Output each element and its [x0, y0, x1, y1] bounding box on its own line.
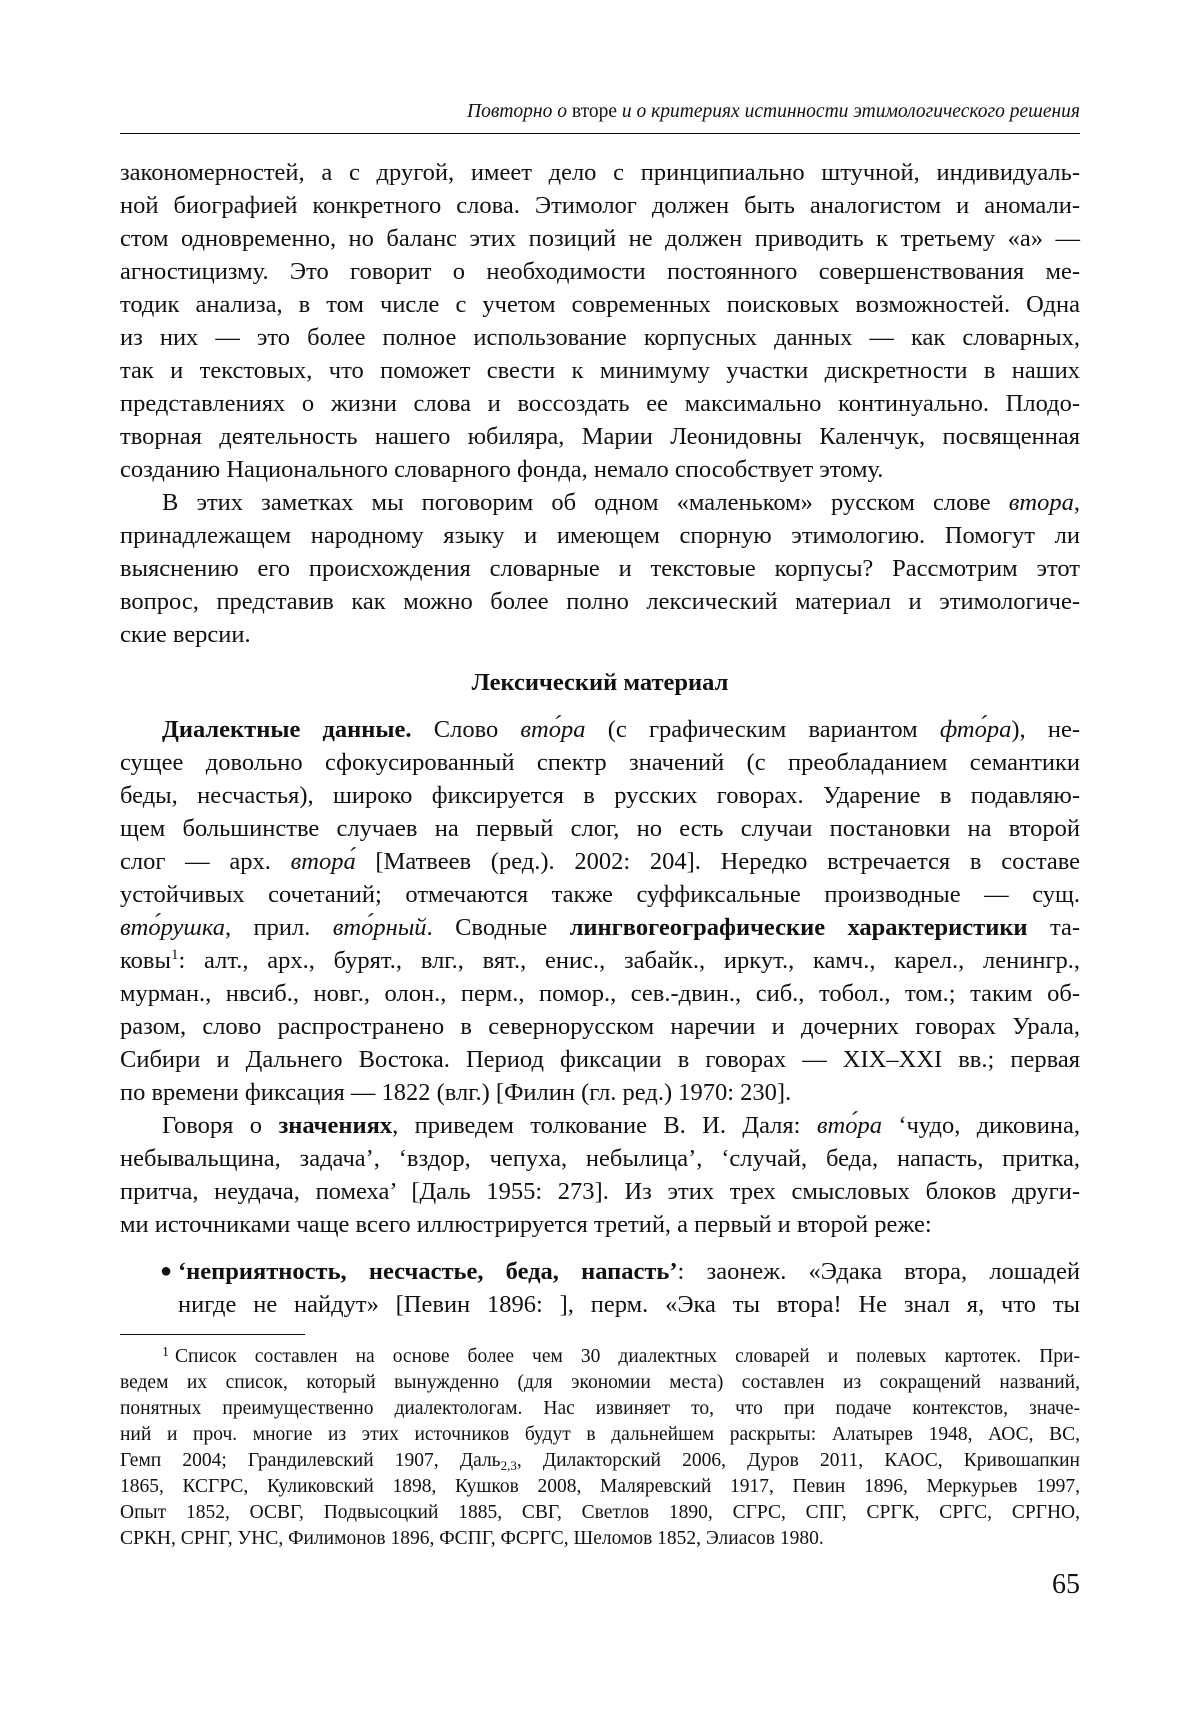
text-line: беды, несчастья), широко фиксируется в русских говорах. Ударение в подавляю-: [120, 782, 1080, 809]
text-line: разом, слово распространено в севернорусском наречии и дочерних говорах Урала,: [120, 1013, 1080, 1040]
footnote-line: понятных преимущественно диалектологам. Нас извиняет то, что при подаче контекстов, значе-: [120, 1398, 1080, 1419]
text-line: Сибири и Дальнего Востока. Период фиксации в говорах — XIX–XXI вв.; первая: [120, 1046, 1080, 1073]
footnote-line: 1865, КСГРС, Куликовский 1898, Кушков 2008, Маляревский 1917, Певин 1896, Меркурьев 1997,: [120, 1476, 1080, 1497]
text-line: нигде не найдут» [Певин 1896: ], перм. «Эка ты втора! Не знал я, что ты: [178, 1291, 1080, 1318]
text-line: мурман., нвсиб., новг., олон., перм., помор., сев.-двин., сиб., тобол., том.; таким об-: [120, 980, 1080, 1007]
footnote-line: $^1$ Список составлен на основе более чем 30 диалектных словарей и полевых картотек. При-: [162, 1345, 1080, 1367]
headword-italic: втора: [1008, 489, 1074, 516]
text-line: притча, неудача, помеха’ [Даль 1955: 273]. Из этих трех смысловых блоков други-: [120, 1178, 1080, 1205]
text-line: Диалектные данные. Слово вто́ра (с графическим вариантом фто́ра), не-: [162, 716, 1080, 743]
paragraph-2: [120, 486, 1080, 651]
text-line: созданию Национального словарного фонда, немало способствует этому.: [120, 456, 884, 483]
running-head-upright-word: вторе: [571, 101, 617, 122]
running-head: [120, 100, 1080, 124]
text-line: ковы$^1$: алт., арх., бурят., влг., вят., енис., забайк., иркут., камч., карел., ленингр.,: [120, 947, 1080, 974]
text-line: В этих заметках мы поговорим об одном «маленьком» русском слове втора,: [162, 489, 1080, 516]
page-number: 65: [1052, 1569, 1080, 1600]
text-line: закономерностей, а с другой, имеет дело с принципиально штучной, индивидуаль-: [120, 159, 1080, 186]
running-head-part: и о критериях истинности этимологического решения: [617, 101, 1080, 122]
paragraph-4: [120, 1109, 1080, 1241]
text-line: так и текстовых, что поможет свести к минимуму участки дискретности в наших: [120, 357, 1080, 384]
bullet-list-item: [120, 1255, 1080, 1321]
running-head-part: Повторно о: [467, 101, 572, 122]
footnote-mark: 1: [162, 1345, 169, 1360]
text-line: тодик анализа, в том числе с учетом современных поисковых возможностей. Одна: [120, 291, 1080, 318]
footnote-line: Опыт 1852, ОСВГ, Подвысоцкий 1885, СВГ, Светлов 1890, СГРС, СПГ, СРГК, СРГС, СРГНО,: [120, 1502, 1080, 1523]
footnote-line: СРКН, СРНГ, УНС, Филимонов 1896, ФСПГ, ФСРГС, Шеломов 1852, Элиасов 1980.: [120, 1528, 824, 1549]
text-line: слог — арх. втора́ [Матвеев (ред.). 2002: 204]. Нередко встречается в составе: [120, 848, 1080, 875]
text-line: творная деятельность нашего юбиляра, Марии Леонидовны Каленчук, посвященная: [120, 423, 1080, 450]
text-line: щем большинстве случаев на первый слог, но есть случаи постановки на второй: [120, 815, 1080, 842]
text-line: ми источниками чаще всего иллюстрируется третий, а первый и второй реже:: [120, 1211, 932, 1238]
text-line: вопрос, представив как можно более полно лексический материал и этимологиче-: [120, 588, 1080, 615]
footnote-line: ний и проч. многие из этих источников будут в дальнейшем раскрыты: Алатырев 1948, АОС, ВС,: [120, 1424, 1080, 1445]
main-text: [120, 156, 1080, 1321]
footnote-reference[interactable]: 1: [170, 947, 179, 963]
section-heading: Лексический материал: [471, 669, 729, 696]
text-line: из них — это более полное использование корпусных данных — как словарных,: [120, 324, 1080, 351]
header-rule: [120, 133, 1080, 134]
text-line: агностицизму. Это говорит о необходимости постоянного совершенствования ме-: [120, 258, 1080, 285]
text-line: ной биографией конкретного слова. Этимолог должен быть аналогистом и аномали-: [120, 192, 1080, 219]
footnote-rule: [120, 1334, 305, 1335]
text-line: вто́рушка, прил. вто́рный. Сводные лингвогеографические характеристики та-: [120, 914, 1080, 941]
bullet-icon: ●: [160, 1260, 173, 1282]
text-line: представлениях о жизни слова и воссоздать ее максимально континуально. Плодо-: [120, 390, 1080, 417]
text-line: небывальщина, задача’, ‘вздор, чепуха, небылица’, ‘случай, беда, напасть, притка,: [120, 1145, 1080, 1172]
text-line: ‘неприятность, несчастье, беда, напасть’: заонеж. «Эдака втора, лошадей: [178, 1258, 1080, 1285]
paragraph-3: [120, 713, 1080, 1109]
text-line: Говоря о значениях, приведем толкование В. И. Даля: вто́ра ‘чудо, диковина,: [162, 1112, 1080, 1139]
text-line: сущее довольно сфокусированный спектр значений (с преобладанием семантики: [120, 749, 1080, 776]
text-line: выяснению его происхождения словарные и текстовые корпусы? Рассмотрим этот: [120, 555, 1080, 582]
footnote: [120, 1344, 1080, 1552]
paragraph-1: [120, 156, 1080, 486]
text-line: принадлежащем народному языку и имеющем спорную этимологию. Помогут ли: [120, 522, 1080, 549]
text-line: устойчивых сочетаний; отмечаются также суффиксальные производные — сущ.: [120, 881, 1080, 908]
footnote-line: Гемп 2004; Грандилевский 1907, Даль$_{2,3}$, Дилакторский 2006, Дуров 2011, КАОС, Кривошапкин: [120, 1450, 1080, 1473]
text-line: стом одновременно, но баланс этих позиций не должен приводить к третьему «а» —: [120, 225, 1080, 252]
text-line: ские версии.: [120, 621, 251, 648]
footnote-line: ведем их список, который вынужденно (для экономии места) составлен из сокращений названий,: [120, 1372, 1080, 1393]
text-line: по времени фиксация — 1822 (влг.) [Филин (гл. ред.) 1970: 230].: [120, 1079, 792, 1106]
run-in-heading: Диалектные данные.: [162, 716, 412, 743]
